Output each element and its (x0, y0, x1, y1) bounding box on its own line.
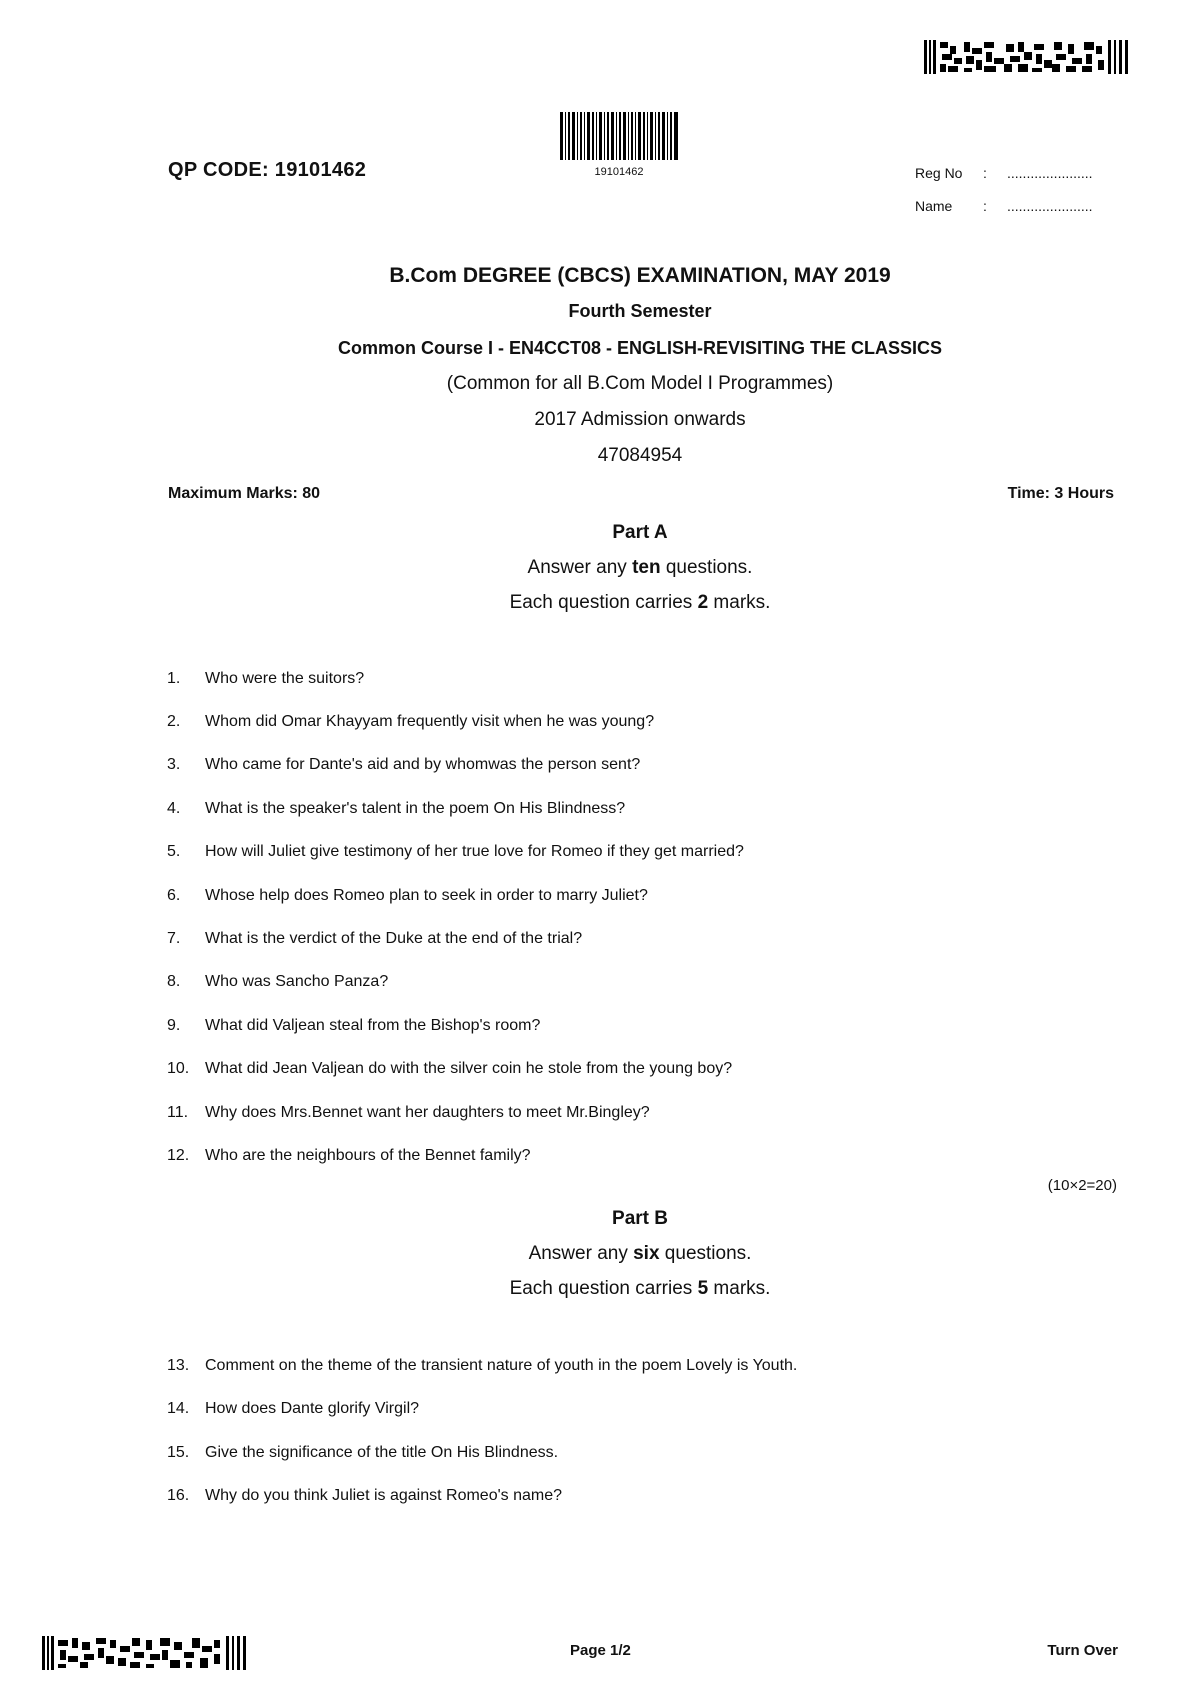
question-number: 1. (167, 670, 181, 687)
question-number: 10. (167, 1060, 190, 1077)
course-title: Common Course I - EN4CCT08 - ENGLISH-REVISITING THE CLASSICS (337, 338, 943, 358)
question-item (167, 973, 1087, 991)
question-item (167, 756, 1087, 774)
instr-text: Answer any (528, 1243, 634, 1264)
reg-no-row (915, 165, 1093, 181)
question-item (167, 1147, 1087, 1165)
linear-barcode-icon (560, 112, 678, 160)
instr-text: marks. (708, 592, 771, 613)
instr-text: Each question carries (509, 592, 698, 613)
question-number: 5. (167, 843, 181, 860)
question-item (167, 1444, 1087, 1462)
question-text: Who came for Dante's aid and by whomwas the person sent? (205, 756, 641, 773)
instr-marks: 2 (697, 592, 709, 613)
instr-count: ten (632, 557, 661, 578)
part-a-marks-tally: (10×2=20) (1047, 1177, 1117, 1194)
question-text: Whose help does Romeo plan to seek in order to marry Juliet? (205, 887, 648, 904)
question-item (167, 670, 1087, 688)
question-number: 16. (167, 1487, 190, 1504)
question-text: Comment on the theme of the transient nature of youth in the poem Lovely is Youth. (205, 1357, 798, 1374)
question-number: 14. (167, 1400, 190, 1417)
turn-over: Turn Over (1047, 1642, 1118, 1659)
reg-no-colon: : (983, 165, 987, 181)
question-item (167, 1060, 1087, 1078)
question-text: Give the significance of the title On His Blindness. (205, 1444, 559, 1461)
question-number: 13. (167, 1357, 190, 1374)
question-text: What is the verdict of the Duke at the end of the trial? (205, 930, 583, 947)
question-item (167, 800, 1087, 818)
question-text: How does Dante glorify Virgil? (205, 1400, 420, 1417)
name-row (915, 198, 1093, 214)
part-a-title: Part A (612, 522, 668, 543)
admission: 2017 Admission onwards (534, 409, 746, 430)
instr-text: marks. (708, 1278, 771, 1299)
bottom-left-barcode-icon (42, 1636, 248, 1670)
question-text: Why do you think Juliet is against Romeo's name? (205, 1487, 563, 1504)
question-item (167, 713, 1087, 731)
question-text: What is the speaker's talent in the poem On His Blindness? (205, 800, 626, 817)
question-item (167, 1104, 1087, 1122)
name-colon: : (983, 198, 987, 214)
question-number: 7. (167, 930, 181, 947)
instr-text: Each question carries (509, 1278, 698, 1299)
instr-count: six (633, 1243, 660, 1264)
programme: (Common for all B.Com Model I Programmes) (446, 373, 834, 394)
instr-text: Answer any (527, 557, 633, 578)
question-number: 11. (167, 1104, 189, 1121)
part-a-instruction-1 (0, 557, 1200, 579)
question-number: 3. (167, 756, 181, 773)
reg-no-label: Reg No (915, 165, 963, 181)
barcode-number: 19101462 (594, 166, 644, 178)
exam-title: B.Com DEGREE (CBCS) EXAMINATION, MAY 2019 (389, 264, 891, 287)
question-number: 12. (167, 1147, 190, 1164)
question-number: 2. (167, 713, 181, 730)
question-number: 9. (167, 1017, 181, 1034)
top-right-barcode-icon (924, 40, 1130, 74)
part-a-instruction-2 (0, 592, 1200, 614)
exam-code: 47084954 (597, 445, 683, 466)
semester: Fourth Semester (568, 301, 712, 321)
page-number: Page 1/2 (570, 1642, 631, 1659)
question-item (167, 1017, 1087, 1035)
part-b-instruction-2 (0, 1278, 1200, 1300)
question-item (167, 1357, 1087, 1375)
reg-no-field: ...................... (1007, 165, 1093, 181)
question-text: What did Valjean steal from the Bishop's room? (205, 1017, 541, 1034)
center-barcode (560, 112, 678, 178)
question-number: 8. (167, 973, 181, 990)
question-text: Who was Sancho Panza? (205, 973, 389, 990)
question-text: Why does Mrs.Bennet want her daughters to meet Mr.Bingley? (205, 1104, 650, 1121)
question-text: Who were the suitors? (205, 670, 365, 687)
question-text: What did Jean Valjean do with the silver coin he stole from the young boy? (205, 1060, 733, 1077)
question-item (167, 930, 1087, 948)
question-number: 6. (167, 887, 181, 904)
question-item (167, 1487, 1087, 1505)
part-b-title: Part B (612, 1208, 668, 1229)
question-text: Whom did Omar Khayyam frequently visit when he was young? (205, 713, 655, 730)
question-text: Who are the neighbours of the Bennet family? (205, 1147, 531, 1164)
question-text: How will Juliet give testimony of her true love for Romeo if they get married? (205, 843, 744, 860)
max-marks: Maximum Marks: 80 (168, 485, 321, 502)
time-allowed: Time: 3 Hours (1007, 485, 1114, 502)
instr-marks: 5 (697, 1278, 709, 1299)
part-b-instruction-1 (0, 1243, 1200, 1265)
question-number: 4. (167, 800, 181, 817)
question-item (167, 887, 1087, 905)
question-item (167, 843, 1087, 861)
instr-text: questions. (660, 557, 753, 578)
qp-code: QP CODE: 19101462 (168, 159, 367, 181)
question-item (167, 1400, 1087, 1418)
instr-text: questions. (659, 1243, 752, 1264)
name-field: ...................... (1007, 198, 1093, 214)
question-number: 15. (167, 1444, 190, 1461)
name-label: Name (915, 198, 953, 214)
